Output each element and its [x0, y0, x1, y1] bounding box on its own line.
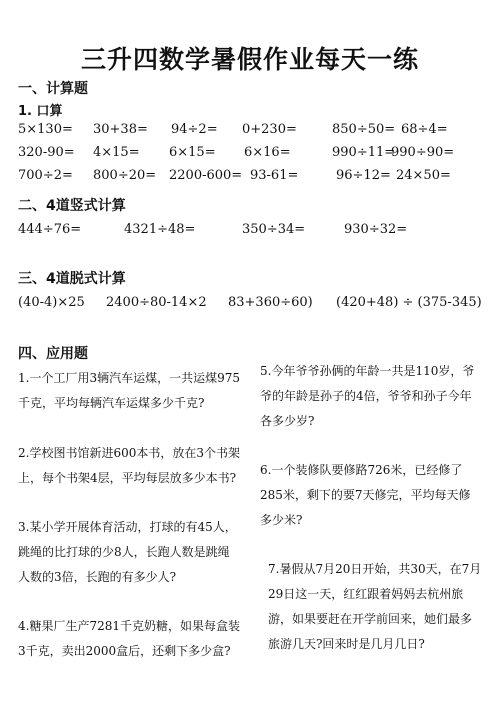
- oral-item: 68÷4=: [401, 122, 448, 137]
- oral-item: 94÷2=: [171, 122, 218, 137]
- section-4-heading: 四、应用题: [18, 346, 88, 362]
- oral-item: 2200-600=: [169, 168, 243, 183]
- section-2-heading: 二、4道竖式计算: [18, 198, 126, 214]
- word-problem-2: 2.学校图书馆新进600本书，放在3个书架上，每个书架4层，平均每层放多少本书?: [18, 446, 240, 485]
- word-problem-4: 4.糖果厂生产7281千克奶糖，如果每盒装3千克，卖出2000盒后，还剩下多少盒?: [18, 619, 240, 658]
- oral-item: 990÷90=: [391, 145, 455, 160]
- step-calc-item: 2400÷80-14×2: [106, 295, 207, 310]
- oral-item: 6×15=: [169, 145, 216, 160]
- oral-item: 800÷20=: [93, 168, 157, 183]
- oral-item: 850÷50=: [332, 122, 396, 137]
- oral-item: 96÷12=: [336, 168, 391, 183]
- vertical-calc-item: 4321÷48=: [124, 222, 196, 237]
- page-title: 三升四数学暑假作业每天一练: [80, 45, 419, 74]
- oral-item: 6×16=: [244, 145, 291, 160]
- section-1-subheading: 1. 口算: [18, 104, 63, 119]
- oral-item: 30+38=: [93, 122, 148, 137]
- vertical-calc-item: 350÷34=: [242, 222, 306, 237]
- word-problem-3: 3.某小学开展体育活动，打球的有45人，跳绳的比打球的少8人，长跑人数是跳绳人数的3倍，长跑的有多少人?: [18, 520, 237, 584]
- word-problem-7: 7.暑假从7月20日开始，共30天，在7月29日这一天，红红跟着妈妈去杭州旅游，如果要赶在开学前回来，她们最多旅游几天?回来时是几月几日?: [268, 562, 482, 651]
- oral-item: 5×130=: [18, 122, 73, 137]
- oral-item: 990÷11=: [332, 145, 396, 160]
- step-calc-item: 83+360÷60): [228, 295, 313, 310]
- oral-item: 4×15=: [93, 145, 140, 160]
- section-1-heading: 一、计算题: [18, 81, 88, 97]
- oral-item: 24×50=: [396, 168, 451, 183]
- vertical-calc-item: 930÷32=: [344, 222, 408, 237]
- oral-item: 0+230=: [242, 122, 297, 137]
- oral-item: 320-90=: [18, 145, 75, 160]
- word-problem-6: 6.一个装修队要修路726米，已经修了285米，剩下的要7天修完，平均每天修多少米?: [260, 463, 471, 527]
- step-calc-item: (420+48) ÷ (375-345): [336, 295, 482, 310]
- step-calc-item: (40-4)×25: [18, 295, 85, 310]
- section-3-heading: 三、4道脱式计算: [18, 271, 126, 287]
- oral-item: 700÷2=: [18, 168, 73, 183]
- vertical-calc-item: 444÷76=: [18, 222, 82, 237]
- word-problem-1: 1.一个工厂用3辆汽车运煤，一共运煤975千克，平均每辆汽车运煤多少千克?: [18, 371, 240, 410]
- oral-item: 93-61=: [250, 168, 299, 183]
- word-problem-5: 5.今年爷爷孙俩的年龄一共是110岁，爷爷的年龄是孙子的4倍，爷爷和孙子今年各多少岁?: [260, 364, 475, 428]
